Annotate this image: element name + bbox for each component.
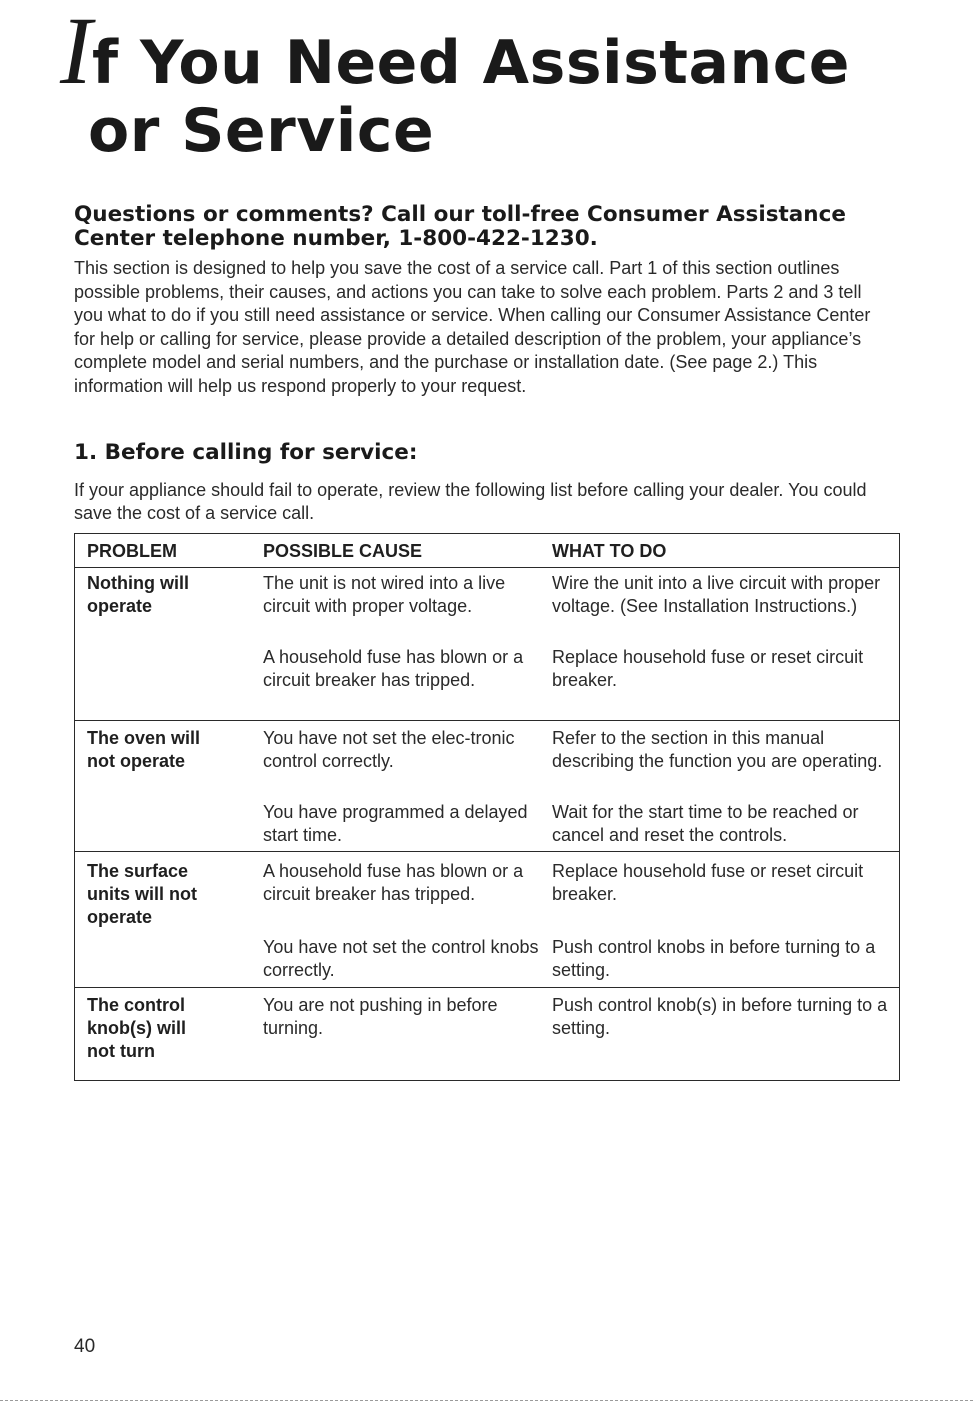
page-title-line-1 [60,0,850,104]
column-header-action: WHAT TO DO [552,541,667,561]
page-number: 40 [74,1336,96,1357]
section-heading: 1. Before calling for service: [74,440,418,465]
cause-cell: You have not set the control knobs correctly. [263,937,539,980]
action-cell: Wire the unit into a live circuit with proper voltage. (See Installation Instructions.) [552,573,881,616]
cause-cell: A household fuse has blown or a circuit breaker has tripped. [263,647,524,690]
table-row [75,852,899,988]
cause-cell: You have programmed a delayed start time. [263,802,528,845]
title-drop-cap: I [60,0,92,104]
cause-cell: You have not set the elec-tronic control correctly. [263,728,515,771]
problem-cell: The surface units will not operate [87,861,197,927]
action-cell: Refer to the section in this manual describing the function you are operating. [552,728,883,771]
table-row [75,721,899,852]
cause-cell: You are not pushing in before turning. [263,995,498,1038]
cause-cell: A household fuse has blown or a circuit breaker has tripped. [263,861,524,904]
problem-cell: Nothing will operate [87,573,189,616]
intro-paragraph: This section is designed to help you save the cost of a service call. Part 1 of this section outlines possible problems, their causes, and actions you can take to solve each problem. Parts 2 and 3 tell you what to do if you still need assistance or service. When calling our Consumer Assistance Center for help or calling for service, please provide a detailed description of the problem, your appliance’s complete model and serial numbers, and the purchase or installation date. (See page 2.) This information will help us respond properly to your request. [74,258,871,396]
column-header-cause: POSSIBLE CAUSE [263,541,423,561]
column-header-problem: PROBLEM [87,541,177,561]
action-cell: Replace household fuse or reset circuit breaker. [552,647,864,690]
table-header-row [75,534,899,568]
action-cell: Push control knob(s) in before turning to a setting. [552,995,888,1038]
action-cell: Push control knobs in before turning to a setting. [552,937,876,980]
contact-subheading: Questions or comments? Call our toll-free Consumer Assistance Center telephone number, 1-800-422-1230. [74,202,846,251]
problem-cell: The oven will not operate [87,728,201,771]
title-line-1-text: f You Need Assistance [91,28,850,98]
action-cell: Wait for the start time to be reached or cancel and reset the controls. [552,802,859,845]
problem-cell: The control knob(s) will not turn [87,995,186,1061]
cause-cell: The unit is not wired into a live circuit with proper voltage. [263,573,506,616]
table-row [75,988,899,1080]
troubleshooting-table [74,533,900,1081]
table-row [75,568,899,721]
page-bottom-divider [0,1400,973,1401]
page-title [60,0,850,166]
action-cell: Replace household fuse or reset circuit breaker. [552,861,864,904]
page-title-line-2: or Service [88,96,435,166]
section-intro-paragraph: If your appliance should fail to operate, review the following list before calling your dealer. You could save the cost of a service call. [74,480,867,523]
